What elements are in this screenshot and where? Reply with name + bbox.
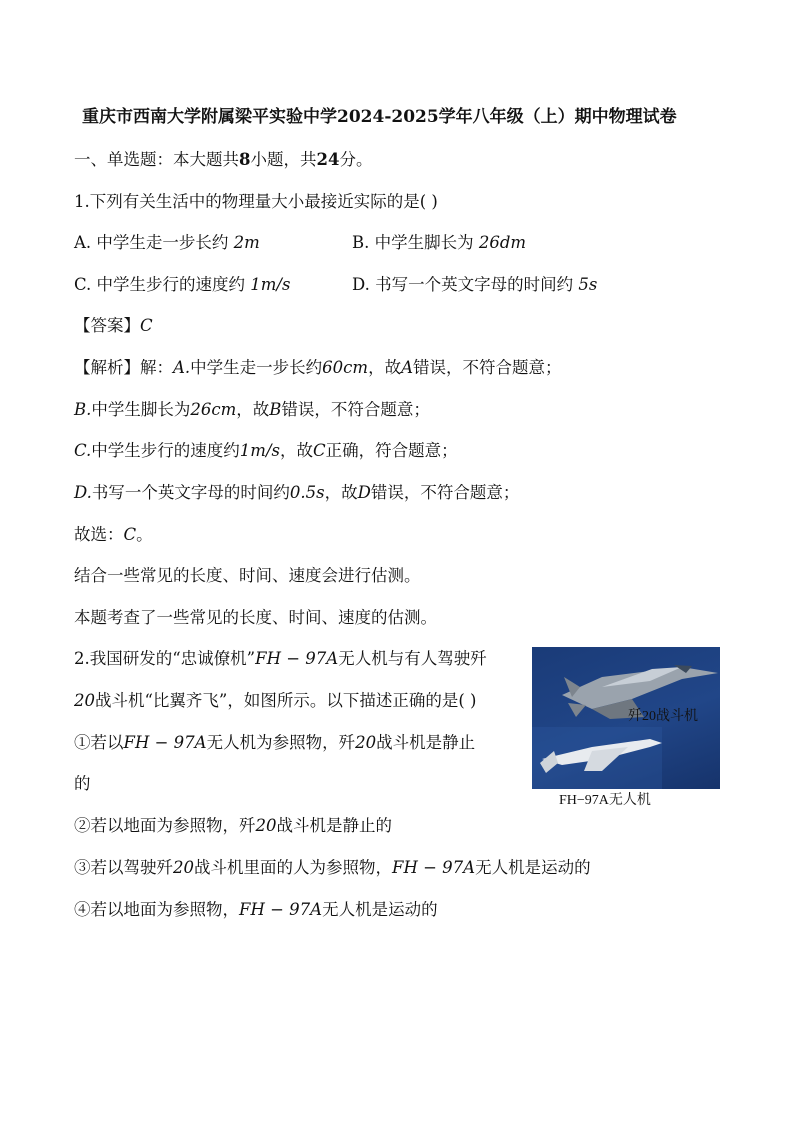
question-2-stem-line-2: 20战斗机“比翼齐飞”，如图所示。以下描述正确的是( ): [74, 691, 477, 710]
statement-1-continued: 的: [74, 774, 91, 793]
statement-3: ③若以驾驶歼20战斗机里面的人为参照物，FH − 97A无人机是运动的: [74, 858, 591, 877]
exam-title: 重庆市西南大学附属梁平实验中学2024-2025学年八年级（上）期中物理试卷: [82, 107, 677, 127]
answer-line: 【答案】C: [74, 316, 153, 335]
option-c: C. 中学生步行的速度约 1m/s: [74, 275, 291, 294]
statement-2: ②若以地面为参照物，歼20战斗机是静止的: [74, 816, 392, 835]
analysis-line-2: B.中学生脚长为26cm，故B错误，不符合题意；: [74, 400, 430, 419]
figure-caption-fighter: 歼20战斗机: [628, 709, 698, 724]
analysis-summary: 本题考查了一些常见的长度、时间、速度的估测。: [74, 608, 437, 627]
question-2-stem-line-1: 2.我国研发的“忠诚僚机”FH − 97A无人机与有人驾驶歼: [74, 649, 487, 668]
question-1-stem: 1.下列有关生活中的物理量大小最接近实际的是( ): [74, 192, 438, 211]
option-a: A. 中学生走一步长约 2m: [74, 233, 260, 252]
statement-4: ④若以地面为参照物，FH − 97A无人机是运动的: [74, 900, 438, 919]
analysis-line-4: D.书写一个英文字母的时间约0.5s，故D错误，不符合题意；: [74, 483, 520, 502]
figure-caption-drone: FH−97A无人机: [559, 793, 651, 808]
analysis-method: 结合一些常见的长度、时间、速度会进行估测。: [74, 566, 421, 585]
analysis-line-1: 【解析】解：A.中学生走一步长约60cm，故A错误，不符合题意；: [74, 358, 562, 377]
option-d: D. 书写一个英文字母的时间约 5s: [352, 275, 598, 294]
section-heading: 一、单选题：本大题共8小题，共24分。: [74, 150, 373, 169]
analysis-conclusion: 故选：C。: [74, 525, 153, 544]
option-b: B. 中学生脚长为 26dm: [352, 233, 527, 252]
aircraft-figure: [532, 647, 720, 789]
statement-1: ①若以FH − 97A无人机为参照物，歼20战斗机是静止: [74, 733, 476, 752]
analysis-line-3: C.中学生步行的速度约1m/s，故C正确，符合题意；: [74, 441, 458, 460]
